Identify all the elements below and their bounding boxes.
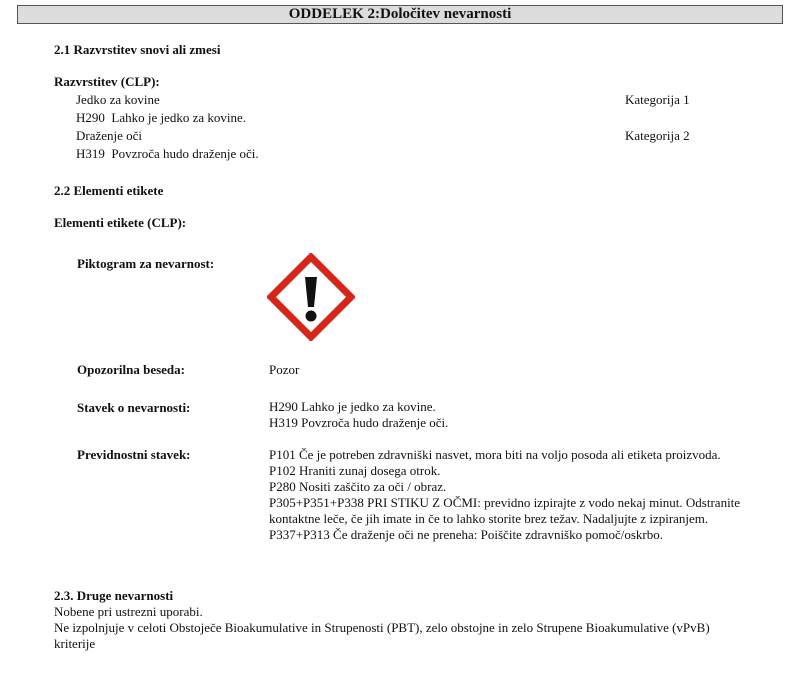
other-hazards-line: Ne izpolnjuje v celoti Obstoječe Bioakumulative in Strupenosti (PBT), zelo obstojne in zelo Strupene Bioakumulative (vPvB) [54, 620, 710, 635]
precautionary-statement: P101 Če je potreben zdravniški nasvet, mora biti na voljo posoda ali etiketa proizvoda. [269, 447, 721, 462]
precautionary-statement: P337+P313 Če draženje oči ne preneha: Poiščite zdravniško pomoč/oskrbo. [269, 527, 663, 542]
classification-item-1-name: Jedko za kovine [76, 92, 160, 107]
hazard-text: Lahko je jedko za kovine. [111, 110, 247, 125]
classification-item-1-category: Kategorija 1 [625, 92, 690, 107]
precautionary-statement: P102 Hraniti zunaj dosega otrok. [269, 463, 441, 478]
classification-item-1-statement [76, 110, 246, 126]
other-hazards-line: Nobene pri ustrezni uporabi. [54, 604, 203, 619]
hazard-statement-list [269, 399, 448, 431]
pictogram-label: Piktogram za nevarnost: [77, 256, 215, 271]
hazard-code: H290 [76, 110, 105, 125]
signal-word-label: Opozorilna beseda: [77, 362, 185, 377]
hazard-code: H319 [76, 146, 105, 161]
section-2-1-heading: 2.1 Razvrstitev snovi ali zmesi [54, 42, 221, 57]
classification-item-2-category: Kategorija 2 [625, 128, 690, 143]
precautionary-statement-label: Previdnostni stavek: [77, 447, 191, 462]
precautionary-statement: kontaktne leče, če jih imate in če to lahko storite brez težav. Nadaljujte z izpiranjem. [269, 511, 709, 526]
label-elements-heading: Elementi etikete (CLP): [54, 215, 187, 230]
classification-item-2-name: Draženje oči [76, 128, 143, 143]
other-hazards-line: kriterije [54, 636, 96, 651]
precautionary-statement-list [269, 447, 740, 543]
hazard-statement-label: Stavek o nevarnosti: [77, 400, 191, 415]
hazard-statement: H319 Povzroča hudo draženje oči. [269, 415, 449, 430]
classification-item-2-statement [76, 146, 259, 162]
precautionary-statement: P305+P351+P338 PRI STIKU Z OČMI: previdno izpirajte z vodo nekaj minut. Odstranite [269, 495, 741, 510]
section-title: ODDELEK 2:Določitev nevarnosti [288, 6, 512, 22]
section-2-2-heading: 2.2 Elementi etikete [54, 183, 164, 198]
signal-word: Pozor [269, 362, 300, 377]
section-2-3-heading: 2.3. Druge nevarnosti [54, 588, 174, 603]
other-hazards-text [54, 604, 710, 652]
section-header [17, 5, 783, 24]
exclamation-mark-pictogram-icon [267, 253, 355, 341]
classification-heading: Razvrstitev (CLP): [54, 74, 160, 89]
hazard-text: Povzroča hudo draženje oči. [111, 146, 259, 161]
precautionary-statement: P280 Nositi zaščito za oči / obraz. [269, 479, 447, 494]
hazard-statement: H290 Lahko je jedko za kovine. [269, 399, 436, 414]
